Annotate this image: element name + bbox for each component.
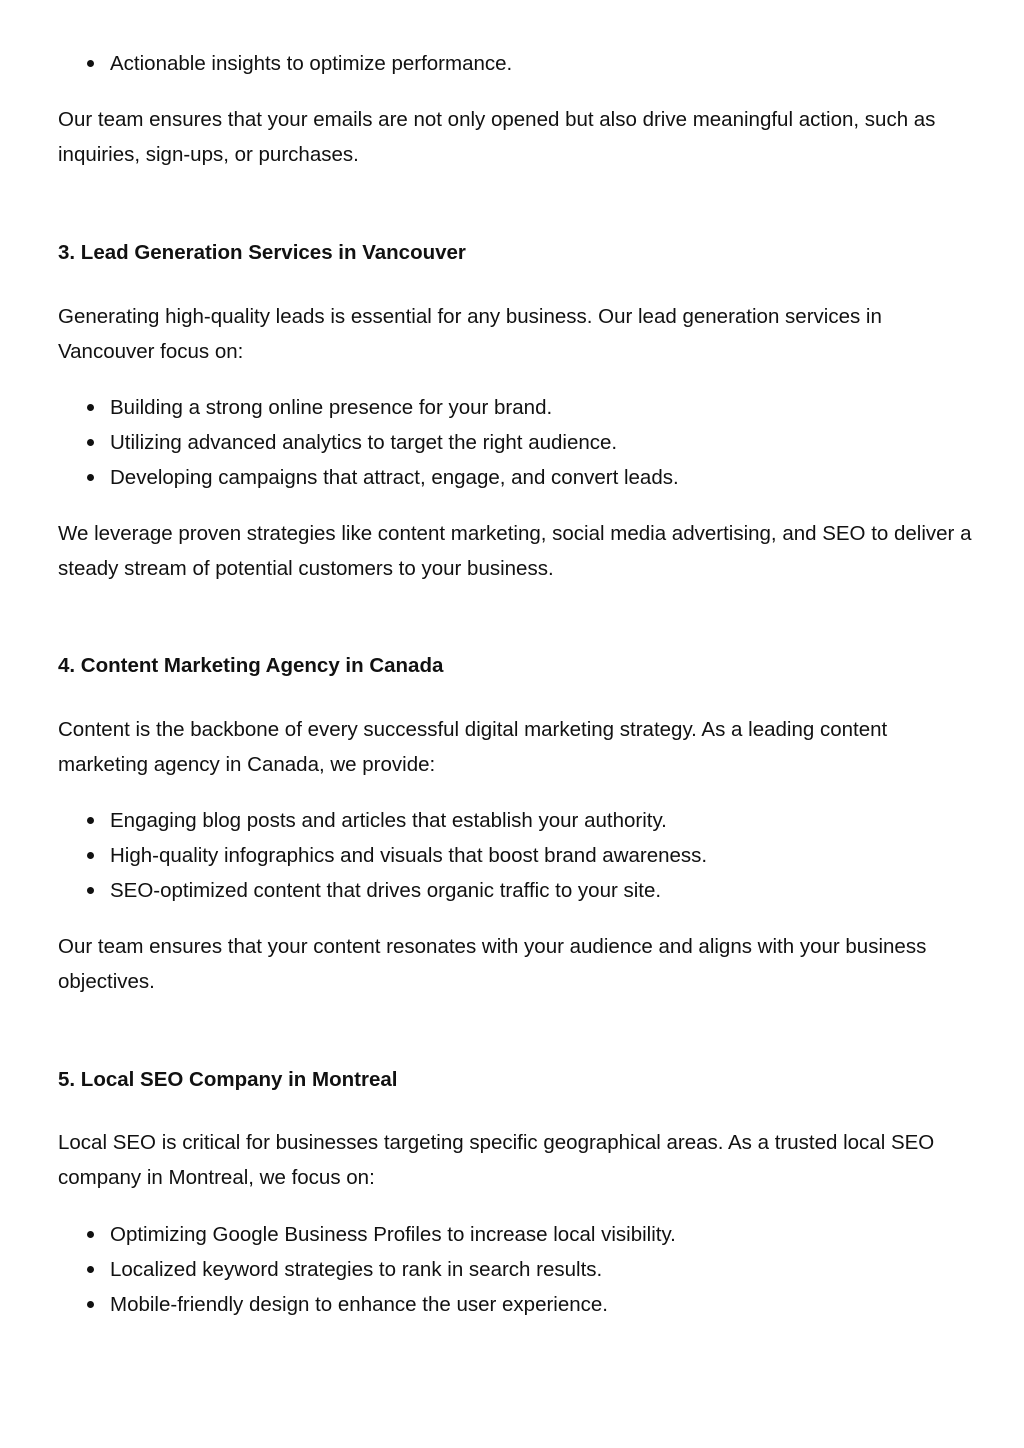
- local-seo-heading: 5. Local SEO Company in Montreal: [58, 1068, 398, 1091]
- bullet-icon: [87, 1266, 94, 1273]
- bullet-icon: [87, 852, 94, 859]
- content-marketing-heading: 4. Content Marketing Agency in Canada: [58, 654, 444, 677]
- local-seo-bullet-list: [58, 1217, 978, 1322]
- list-item: Engaging blog posts and articles that establish your authority.: [58, 803, 978, 838]
- list-item: High-quality infographics and visuals that boost brand awareness.: [58, 838, 978, 873]
- list-item: Localized keyword strategies to rank in search results.: [58, 1252, 978, 1287]
- lead-gen-bullet-list: [58, 390, 978, 495]
- list-item: Utilizing advanced analytics to target the right audience.: [58, 425, 978, 460]
- content-marketing-bullet-list: [58, 803, 978, 908]
- list-item: Optimizing Google Business Profiles to increase local visibility.: [58, 1217, 978, 1252]
- list-item: Building a strong online presence for your brand.: [58, 390, 978, 425]
- email-closing-paragraph: Our team ensures that your emails are not only opened but also drive meaningful action, such as inquiries, sign-ups, or purchases.: [58, 108, 936, 166]
- lead-gen-heading: 3. Lead Generation Services in Vancouver: [58, 241, 466, 264]
- bullet-icon: [87, 887, 94, 894]
- content-marketing-intro-paragraph: Content is the backbone of every successful digital marketing strategy. As a leading content marketing agency in Canada, we provide:: [58, 718, 888, 776]
- list-item: Developing campaigns that attract, engage, and convert leads.: [58, 460, 978, 495]
- bullet-icon: [87, 817, 94, 824]
- bullet-icon: [87, 439, 94, 446]
- bullet-icon: [87, 60, 94, 67]
- lead-gen-closing-paragraph: We leverage proven strategies like content marketing, social media advertising, and SEO to deliver a steady stream of potential customers to your business.: [58, 522, 972, 580]
- content-marketing-closing-paragraph: Our team ensures that your content resonates with your audience and aligns with your business objectives.: [58, 935, 927, 993]
- bullet-icon: [87, 404, 94, 411]
- list-item: SEO-optimized content that drives organic traffic to your site.: [58, 873, 978, 908]
- bullet-icon: [87, 1231, 94, 1238]
- bullet-icon: [87, 1301, 94, 1308]
- list-item: Actionable insights to optimize performance.: [58, 46, 978, 81]
- lead-gen-intro-paragraph: Generating high-quality leads is essential for any business. Our lead generation services in Vancouver focus on:: [58, 305, 882, 363]
- local-seo-intro-paragraph: Local SEO is critical for businesses targeting specific geographical areas. As a trusted local SEO company in Montreal, we focus on:: [58, 1131, 935, 1189]
- list-item: Mobile-friendly design to enhance the user experience.: [58, 1287, 978, 1322]
- email-bullet-list: [58, 46, 978, 81]
- bullet-icon: [87, 474, 94, 481]
